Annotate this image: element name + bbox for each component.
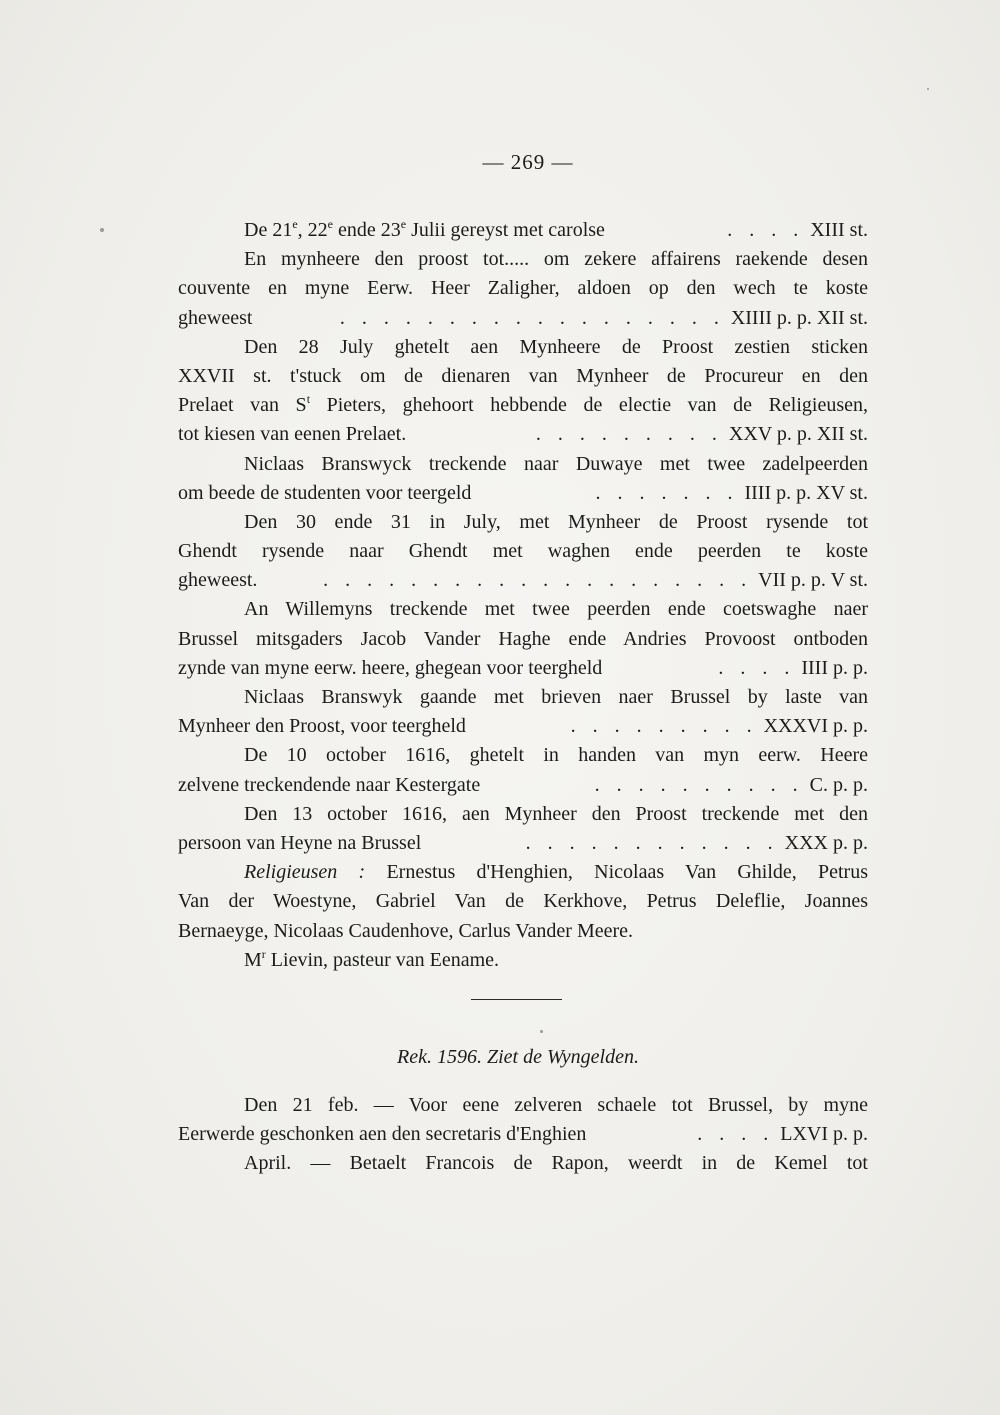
- text-line: [178, 741, 868, 770]
- scan-speck: [540, 1030, 543, 1033]
- text-line: [178, 625, 868, 654]
- line-text: Den 13 october 1616, aen Mynheer den Proost treckende met den: [244, 802, 868, 825]
- line-text: Eerwerde geschonken aen den secretaris d'Enghien: [178, 1123, 587, 1146]
- text-line: [178, 1120, 868, 1149]
- line-text: XXVII st. t'stuck om de dienaren van Mynheer de Procureur en den: [178, 364, 868, 387]
- text-line: [178, 654, 868, 683]
- amount: XXV p. p. XII st.: [728, 423, 868, 446]
- line-text: gheweest: [178, 306, 253, 329]
- line-text: persoon van Heyne na Brussel: [178, 831, 422, 854]
- scan-speck: [100, 228, 104, 232]
- line-text: Niclaas Branswyck treckende naar Duwaye met twee zadelpeerden: [244, 452, 868, 475]
- amount: XIIII p. p. XII st.: [730, 306, 868, 329]
- superscript: e: [400, 217, 407, 231]
- text-line: [178, 1149, 868, 1178]
- line-text: Brussel mitsgaders Jacob Vander Haghe ende Andries Provoost ontboden: [178, 627, 868, 650]
- superscript: r: [261, 946, 266, 961]
- text-line: [178, 829, 868, 858]
- leader-dots: . . . . . . . . .: [570, 715, 758, 738]
- text-line: [178, 800, 868, 829]
- scan-speck: [927, 88, 929, 90]
- text-line: [178, 887, 868, 916]
- text-line: [178, 917, 868, 946]
- line-text: zelvene treckendende naar Kestergate: [178, 773, 481, 796]
- amount: LXVI p. p.: [780, 1123, 868, 1146]
- superscript: t: [306, 392, 311, 407]
- line-text: De 10 october 1616, ghetelt in handen van myn eerw. Heere: [244, 744, 868, 767]
- amount: IIII p. p. XV st.: [744, 481, 868, 504]
- text-line: [178, 333, 868, 362]
- text-line: [178, 771, 868, 800]
- text-block-section: [178, 1091, 868, 1179]
- text-fragment: De 21: [244, 219, 293, 241]
- text-fragment: Lievin, pasteur van Eename.: [265, 948, 500, 971]
- italic-label: Religieusen :: [244, 861, 366, 884]
- line-text: [244, 216, 605, 245]
- line-text: Niclaas Branswyk gaande met brieven naer Brussel by laste van: [244, 686, 868, 708]
- text-line: [178, 566, 868, 595]
- line-text: Den 30 ende 31 in July, met Mynheer de Proost rysende tot: [244, 510, 868, 533]
- line-text: Ghendt rysende naar Ghendt met waghen ende peerden te koste: [178, 540, 868, 563]
- superscript: e: [327, 217, 333, 231]
- line-text: om beede de studenten voor teergeld: [178, 481, 472, 504]
- line-text: Ernestus d'Henghien, Nicolaas Van Ghilde, Petrus: [365, 861, 868, 884]
- text-line: [178, 274, 868, 303]
- text-line: [178, 537, 868, 566]
- section-divider: [471, 999, 562, 1000]
- line-text: Van der Woestyne, Gabriel Van de Kerkhove, Petrus Deleflie, Joannes: [178, 890, 868, 913]
- text-fragment: ende 23: [332, 219, 401, 241]
- text-line: [178, 683, 868, 712]
- superscript: e: [292, 217, 298, 231]
- text-block-main: [178, 216, 868, 975]
- leader-dots: . . . .: [727, 219, 805, 241]
- text-line: [178, 479, 868, 508]
- text-line: [178, 391, 868, 420]
- text-line: [178, 946, 868, 975]
- line-text: tot kiesen van eenen Prelaet.: [178, 423, 407, 446]
- leader-dots: . . . . . . . . . . . . . . . . . . . .: [323, 569, 753, 592]
- line-text: couvente en myne Eerw. Heer Zaligher, aldoen op den wech te koste: [178, 277, 868, 300]
- text-line: [178, 595, 868, 624]
- page-number: — 269 —: [482, 150, 574, 174]
- amount: XIII st.: [810, 219, 868, 241]
- line-text: April. — Betaelt Francois de Rapon, weerdt in de Kemel tot: [244, 1152, 868, 1175]
- line-text: Mynheer den Proost, voor teergheld: [178, 715, 466, 738]
- text-line: [178, 245, 868, 274]
- amount: C. p. p.: [809, 773, 868, 796]
- text-fragment: Julii gereyst met carolse: [406, 219, 605, 241]
- text-line: [178, 712, 868, 741]
- leader-dots: . . . .: [697, 1123, 775, 1146]
- leader-dots: . . . . . . .: [595, 481, 739, 504]
- text-fragment: M: [244, 948, 262, 971]
- amount: VII p. p. V st.: [758, 569, 868, 592]
- text-line: [178, 1091, 868, 1120]
- text-line: [178, 304, 868, 333]
- line-text: An Willemyns treckende met twee peerden ende coetswaghe naer: [244, 598, 868, 621]
- leader-dots: . . . . . . . . . . . .: [525, 831, 779, 854]
- text-fragment: Pieters, ghehoort hebbende de electie van de Religieusen,: [310, 394, 869, 417]
- text-line: [178, 216, 868, 245]
- text-line: [178, 508, 868, 537]
- leader-dots: . . . .: [718, 656, 796, 679]
- line-text: zynde van myne eerw. heere, ghegean voor teergheld: [178, 656, 603, 679]
- text-fragment: Prelaet van S: [178, 394, 307, 417]
- amount: XXX p. p.: [784, 831, 868, 854]
- text-line: [178, 362, 868, 391]
- text-fragment: , 22: [297, 219, 328, 241]
- section-title: Rek. 1596. Ziet de Wyngelden.: [397, 1046, 639, 1068]
- text-line: [178, 858, 868, 887]
- leader-dots: . . . . . . . . . . . . . . . . . .: [339, 306, 725, 329]
- amount: IIII p. p.: [801, 656, 868, 679]
- line-text: En mynheere den proost tot..... om zekere affairens raekende desen: [244, 248, 868, 271]
- leader-dots: . . . . . . . . .: [535, 423, 723, 446]
- line-text: Bernaeyge, Nicolaas Caudenhove, Carlus Vander Meere.: [178, 919, 634, 942]
- line-text: Den 28 July ghetelt aen Mynheere de Proost zestien sticken: [244, 335, 868, 358]
- leader-dots: . . . . . . . . . .: [594, 773, 804, 796]
- text-line: [178, 420, 868, 449]
- amount: XXXVI p. p.: [763, 715, 868, 738]
- text-line: [178, 450, 868, 479]
- line-text: Den 21 feb. — Voor eene zelveren schaele tot Brussel, by myne: [244, 1094, 868, 1116]
- line-text: gheweest.: [178, 569, 258, 592]
